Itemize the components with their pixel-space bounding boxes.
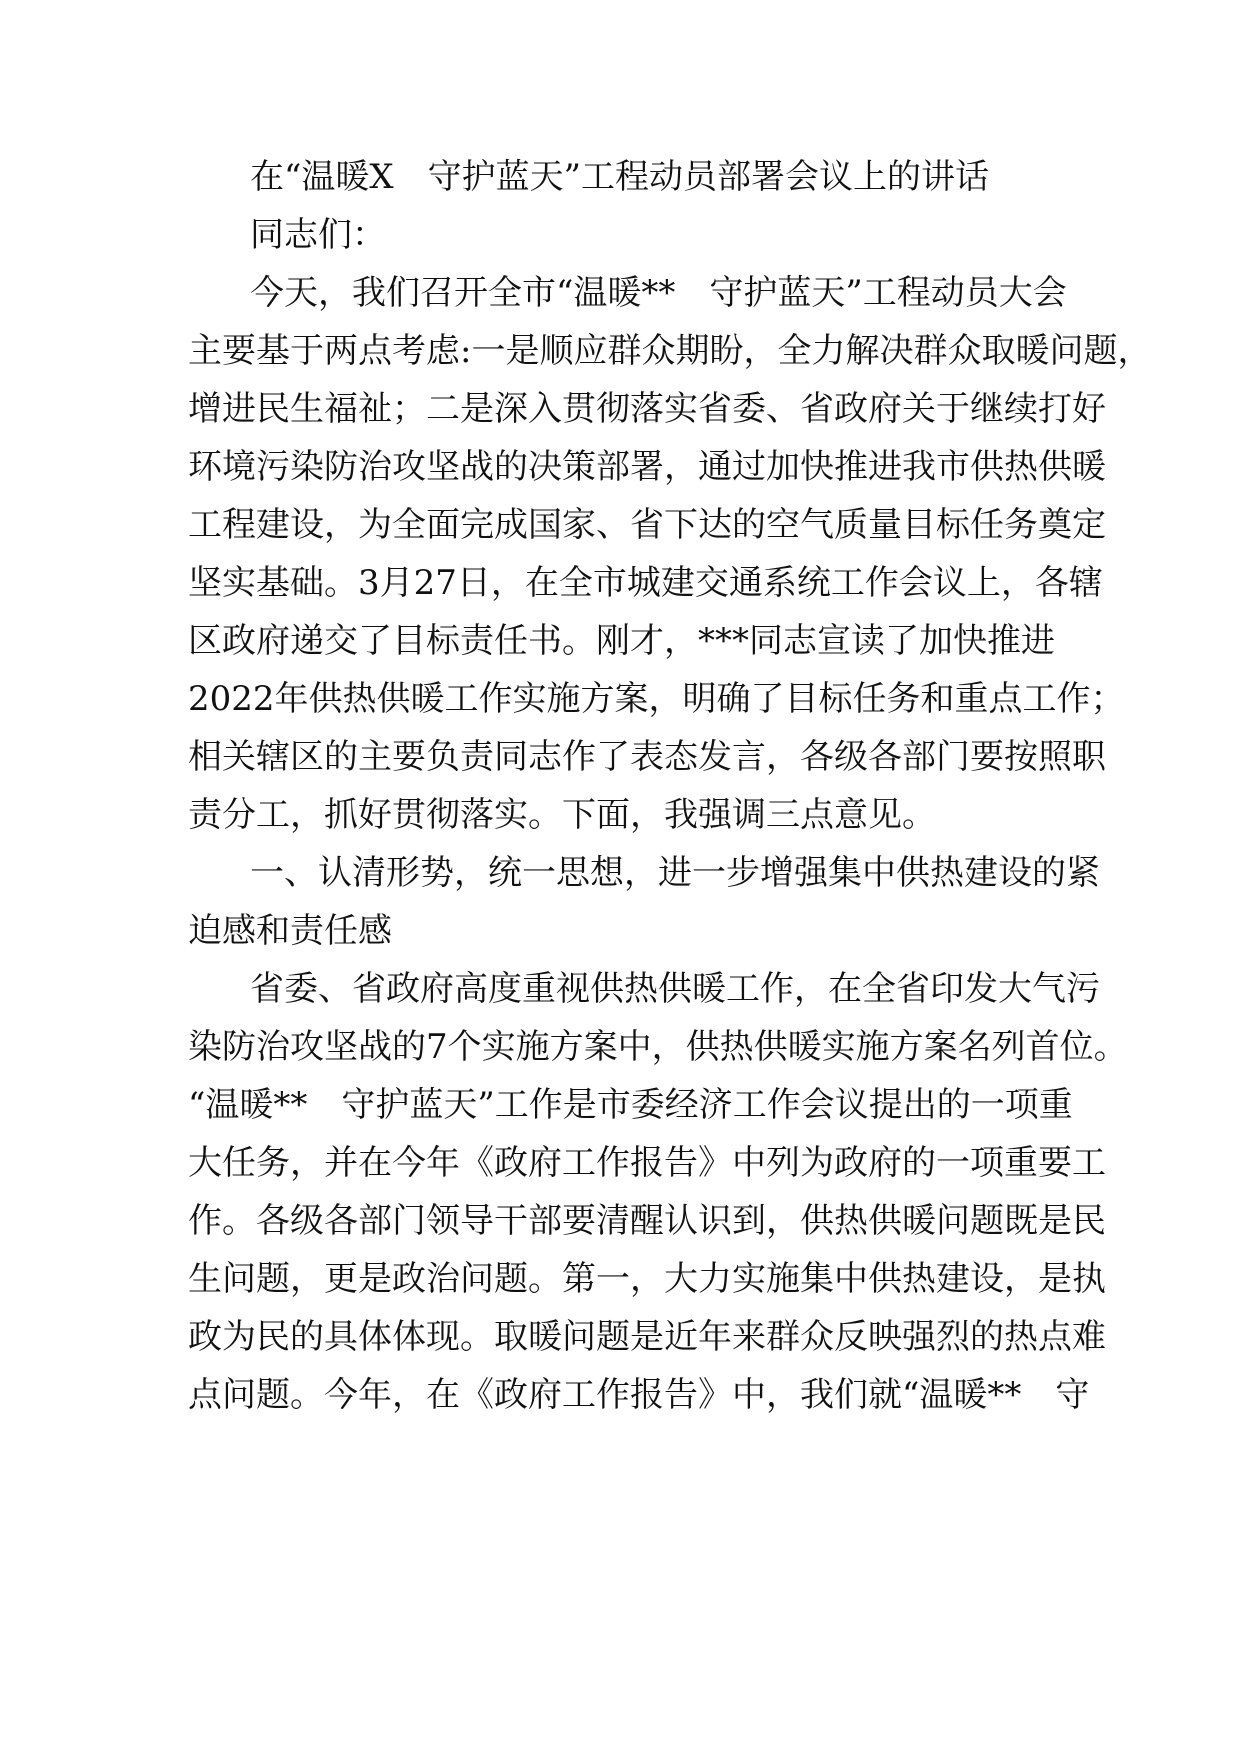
paragraph-line: 作。各级各部门领导干部要清醒认识到，供热供暖问题既是民 (188, 1201, 1106, 1241)
paragraph-line: 生问题，更是政治问题。第一，大力实施集中供热建设，是执 (188, 1259, 1106, 1299)
paragraph-line: 染防治攻坚战的7个实施方案中，供热供暖实施方案名列首位。 (188, 1027, 1128, 1067)
paragraph-line: 大任务，并在今年《政府工作报告》中列为政府的一项重要工 (188, 1143, 1106, 1183)
paragraph-line: 省委、省政府高度重视供热供暖工作，在全省印发大气污 (250, 969, 1100, 1009)
paragraph-line: 工程建设，为全面完成国家、省下达的空气质量目标任务奠定 (188, 505, 1106, 545)
paragraph-line: 区政府递交了目标责任书。刚才，***同志宣读了加快推进 (188, 621, 1055, 661)
paragraph-line: “温暖** 守护蓝天”工作是市委经济工作会议提出的一项重 (188, 1085, 1073, 1125)
paragraph-line: 今天，我们召开全市“温暖** 守护蓝天”工程动员大会 (250, 273, 1067, 313)
salutation: 同志们： (250, 215, 386, 255)
section-heading-line: 一、认清形势，统一思想，进一步增强集中供热建设的紧 (250, 853, 1100, 893)
paragraph-line: 责分工，抓好贯彻落实。下面，我强调三点意见。 (188, 795, 936, 835)
paragraph-line: 点问题。今年，在《政府工作报告》中，我们就“温暖** 守 (188, 1375, 1090, 1415)
paragraph-line: 增进民生福祉；二是深入贯彻落实省委、省政府关于继续打好 (188, 389, 1106, 429)
paragraph-line: 主要基于两点考虑:一是顺应群众期盼，全力解决群众取暖问题， (188, 331, 1152, 371)
paragraph-line: 2022年供热供暖工作实施方案，明确了目标任务和重点工作； (188, 679, 1125, 719)
section-heading-line: 迫感和责任感 (188, 911, 392, 951)
paragraph-line: 环境污染防治攻坚战的决策部署，通过加快推进我市供热供暖 (188, 447, 1106, 487)
paragraph-line: 相关辖区的主要负责同志作了表态发言，各级各部门要按照职 (188, 737, 1106, 777)
document-title: 在“温暖X 守护蓝天”工程动员部署会议上的讲话 (250, 157, 989, 197)
paragraph-line: 政为民的具体体现。取暖问题是近年来群众反映强烈的热点难 (188, 1317, 1106, 1357)
paragraph-line: 坚实基础。3月27日，在全市城建交通系统工作会议上，各辖 (188, 563, 1103, 603)
